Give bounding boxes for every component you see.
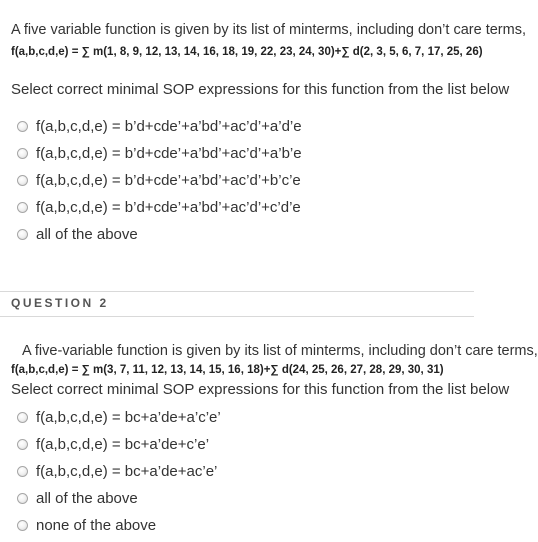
radio-button[interactable] bbox=[17, 202, 28, 213]
question-1-intro: A five variable function is given by its list of minterms, including don’t care terms, bbox=[11, 22, 526, 38]
question-2-option-5[interactable] bbox=[17, 512, 221, 539]
option-label: none of the above bbox=[36, 516, 157, 534]
question-2-option-3[interactable] bbox=[17, 458, 221, 485]
option-label: f(a,b,c,d,e) = b’d+cde’+a’bd’+ac’d’+a’b’e bbox=[36, 144, 302, 162]
option-label: all of the above bbox=[36, 225, 138, 243]
question-1-formula: f(a,b,c,d,e) = ∑ m(1, 8, 9, 12, 13, 14, 16, 18, 19, 22, 23, 24, 30)+∑ d(2, 3, 5, 6, 7, 17, 25, 26) bbox=[11, 46, 483, 58]
question-2-prompt: Select correct minimal SOP expressions for this function from the list below bbox=[11, 381, 510, 398]
option-label: f(a,b,c,d,e) = bc+a’de+ac’e’ bbox=[36, 462, 218, 480]
question-2-option-4[interactable] bbox=[17, 485, 221, 512]
question-2-options bbox=[17, 404, 221, 539]
radio-button[interactable] bbox=[17, 148, 28, 159]
question-1-option-2[interactable] bbox=[17, 140, 302, 167]
question-2-option-2[interactable] bbox=[17, 431, 221, 458]
option-label: f(a,b,c,d,e) = b’d+cde’+a’bd’+ac’d’+c’d’e bbox=[36, 198, 301, 216]
question-1-option-3[interactable] bbox=[17, 167, 302, 194]
radio-button[interactable] bbox=[17, 466, 28, 477]
radio-button[interactable] bbox=[17, 439, 28, 450]
option-label: f(a,b,c,d,e) = bc+a’de+a’c’e’ bbox=[36, 408, 221, 426]
question-1-option-1[interactable] bbox=[17, 113, 302, 140]
radio-button[interactable] bbox=[17, 175, 28, 186]
question-1-options bbox=[17, 113, 302, 248]
option-label: f(a,b,c,d,e) = bc+a’de+c’e’ bbox=[36, 435, 210, 453]
question-1-prompt: Select correct minimal SOP expressions for this function from the list below bbox=[11, 81, 510, 98]
radio-button[interactable] bbox=[17, 412, 28, 423]
radio-button[interactable] bbox=[17, 121, 28, 132]
radio-button[interactable] bbox=[17, 493, 28, 504]
question-2-option-1[interactable] bbox=[17, 404, 221, 431]
header-divider bbox=[0, 316, 474, 317]
option-label: f(a,b,c,d,e) = b’d+cde’+a’bd’+ac’d’+a’d’e bbox=[36, 117, 302, 135]
option-label: f(a,b,c,d,e) = b’d+cde’+a’bd’+ac’d’+b’c’e bbox=[36, 171, 301, 189]
question-2-intro: A five-variable function is given by its list of minterms, including don’t care terms, bbox=[22, 343, 538, 359]
question-2-header: QUESTION 2 bbox=[11, 296, 109, 310]
question-2-formula: f(a,b,c,d,e) = ∑ m(3, 7, 11, 12, 13, 14, 15, 16, 18)+∑ d(24, 25, 26, 27, 28, 29, 30, 31) bbox=[11, 364, 444, 376]
option-label: all of the above bbox=[36, 489, 138, 507]
radio-button[interactable] bbox=[17, 229, 28, 240]
question-1-option-5[interactable] bbox=[17, 221, 302, 248]
question-1-option-4[interactable] bbox=[17, 194, 302, 221]
radio-button[interactable] bbox=[17, 520, 28, 531]
